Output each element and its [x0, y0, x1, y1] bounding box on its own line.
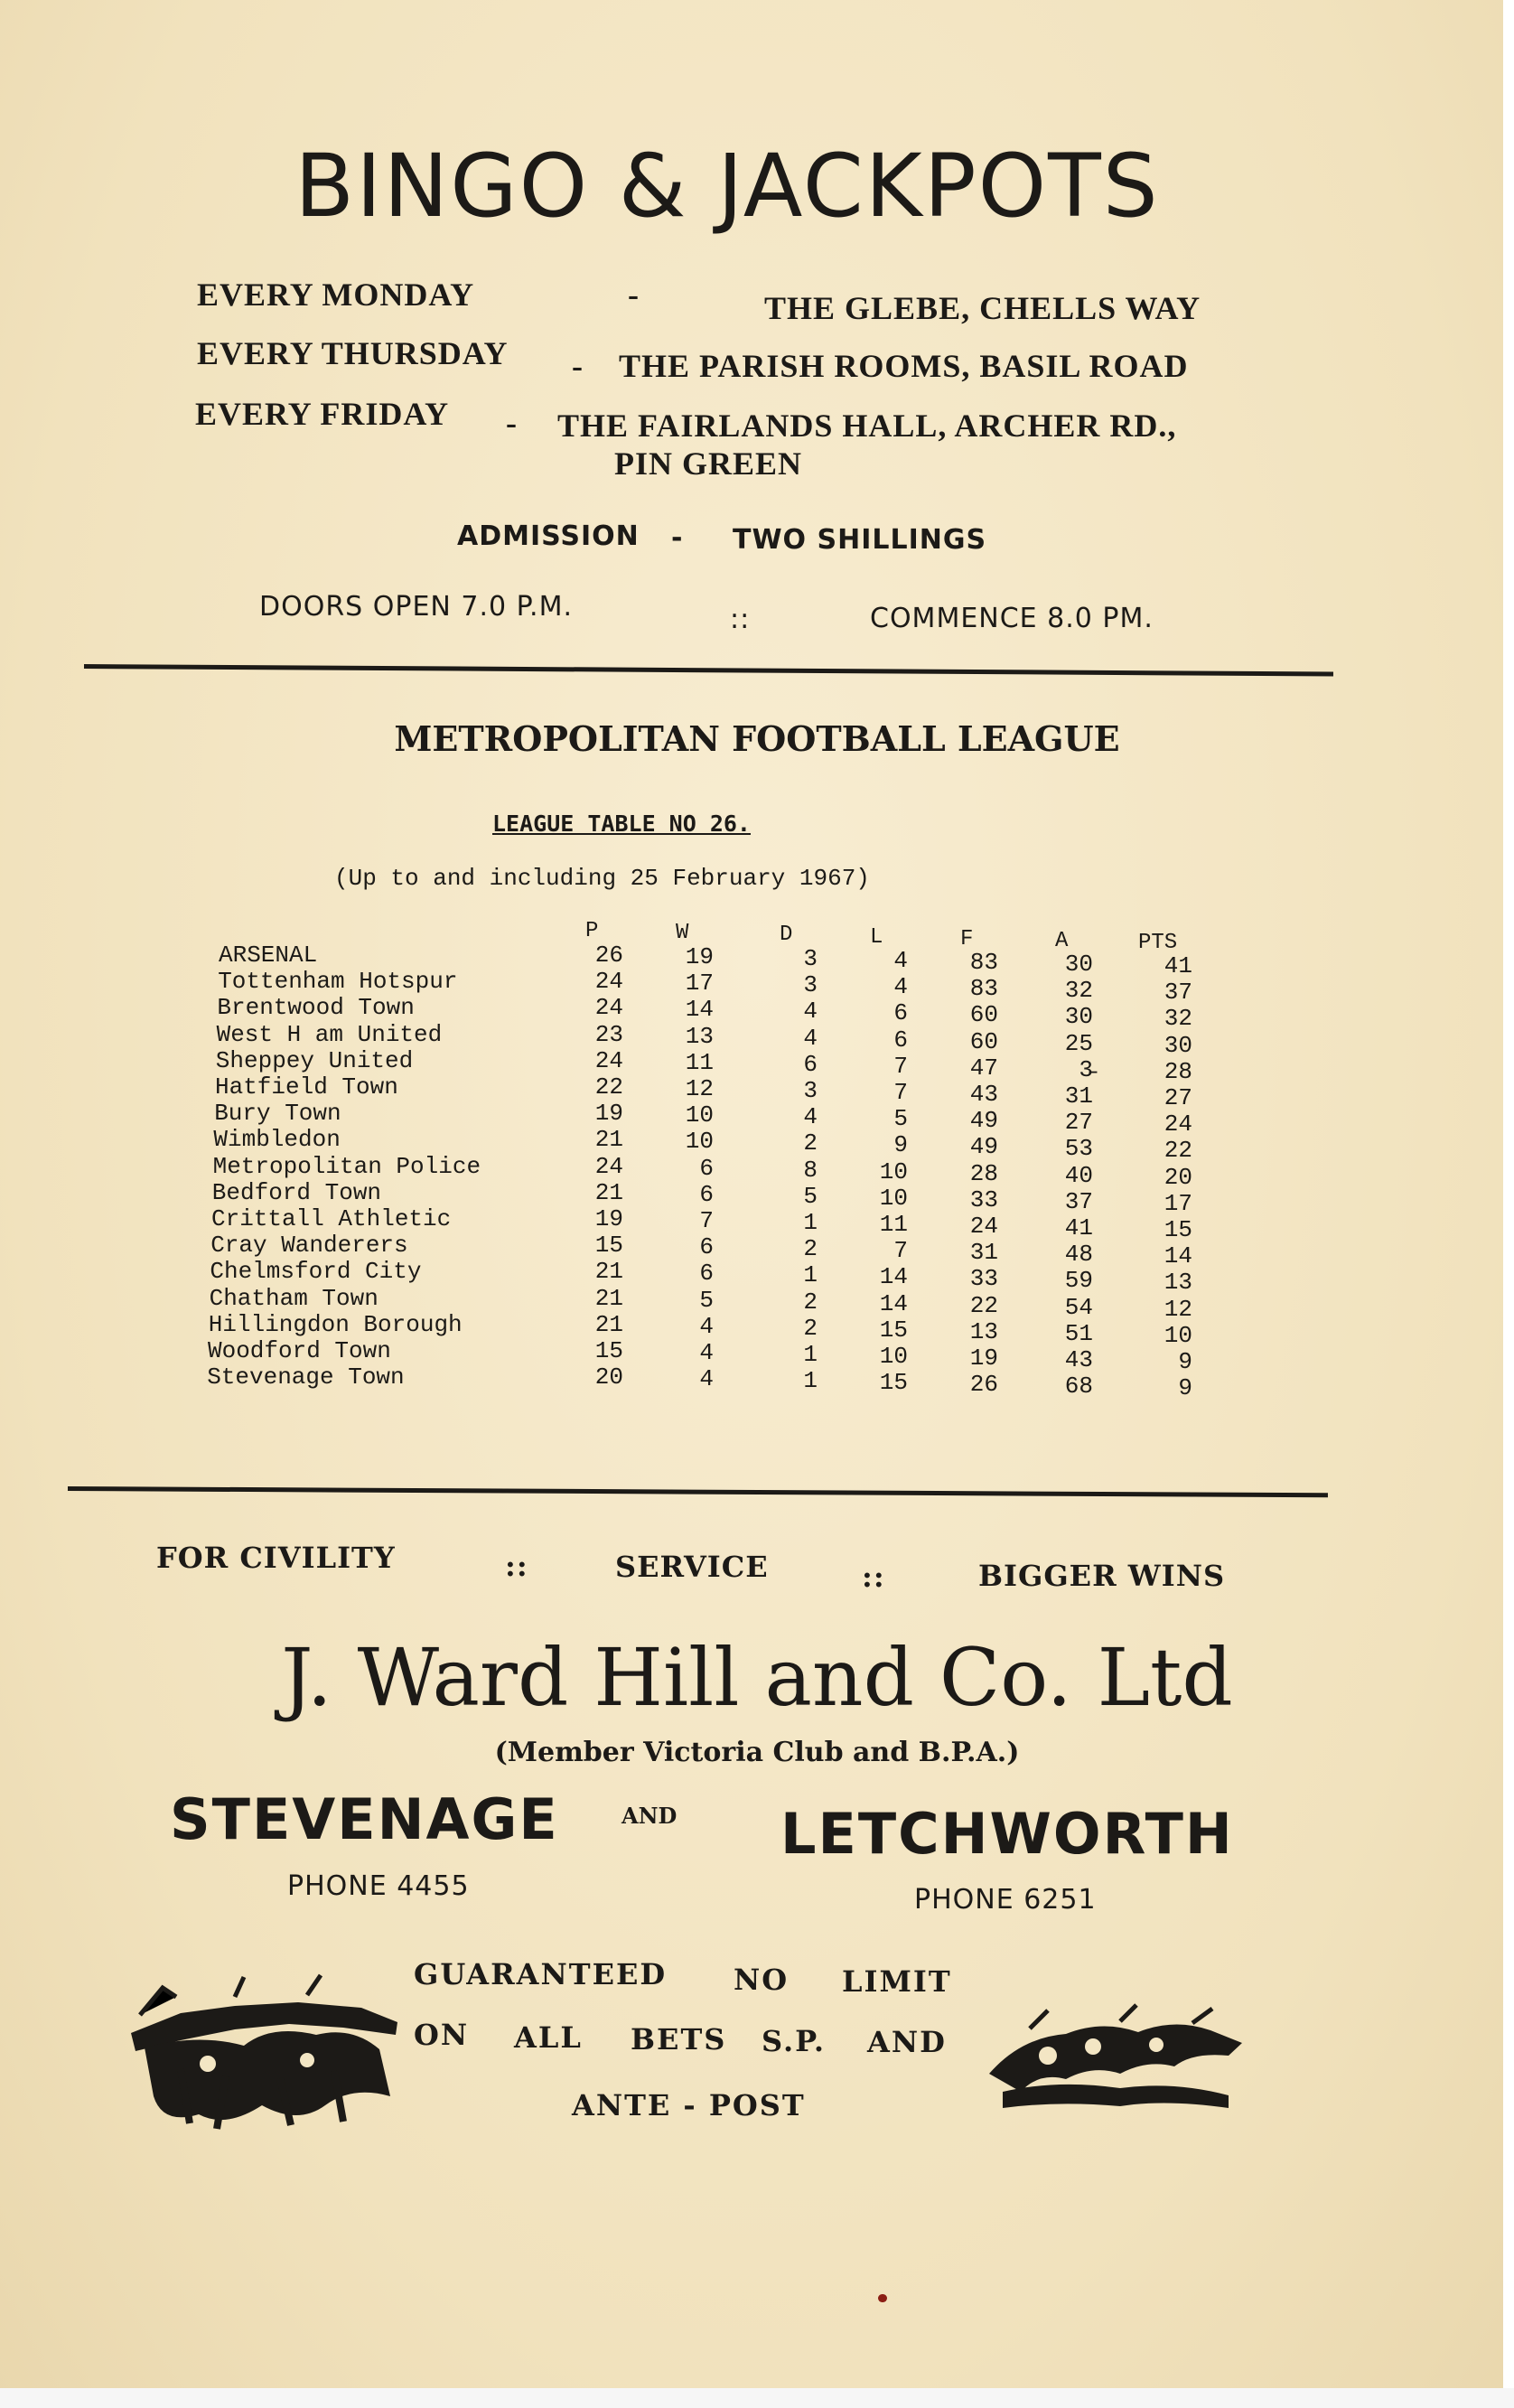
table-cell-l: 15 [879, 1369, 908, 1397]
table-cell-w: 6 [699, 1233, 714, 1261]
table-cell-p: 15 [594, 1337, 623, 1364]
table-cell-d: 1 [803, 1261, 818, 1289]
table-cell-p: 21 [594, 1284, 623, 1312]
scan-edge-right [1503, 0, 1514, 2408]
table-cell-d: 8 [803, 1156, 818, 1184]
table-cell-d: 3 [803, 945, 818, 972]
table-cell-w: 4 [699, 1365, 714, 1393]
table-row-team: Woodford Town [208, 1337, 391, 1364]
table-cell-a: 43 [1064, 1346, 1093, 1373]
table-row-team: Sheppey United [215, 1046, 414, 1074]
table-row-team: Wimbledon [213, 1126, 341, 1154]
slogan-bigger-wins: BIGGER WINS [978, 1559, 1226, 1593]
table-cell-f: 83 [969, 975, 998, 1003]
table-cell-d: 1 [803, 1341, 818, 1368]
table-cell-w: 5 [699, 1286, 714, 1314]
table-cell-a: 37 [1064, 1187, 1093, 1215]
table-cell-pts: 28 [1164, 1057, 1192, 1085]
table-cell-p: 24 [594, 1152, 623, 1180]
table-cell-l: 14 [879, 1263, 908, 1291]
slogan-civility: FOR CIVILITY [156, 1541, 396, 1575]
table-row-team: Stevenage Town [207, 1363, 405, 1391]
table-row-team: Hillingdon Borough [208, 1310, 463, 1338]
table-row-team: West H am United [216, 1020, 443, 1048]
table-cell-w: 10 [685, 1101, 714, 1129]
table-cell-pts: 27 [1164, 1084, 1192, 1111]
table-cell-pts: 15 [1164, 1216, 1192, 1243]
slogan-sep-2: :: [862, 1560, 885, 1594]
table-cell-f: 19 [969, 1345, 998, 1372]
table-cell-w: 6 [699, 1180, 714, 1208]
table-cell-w: 17 [685, 970, 714, 998]
table-cell-pts: 17 [1164, 1189, 1192, 1217]
column-header-f: F [960, 926, 974, 951]
table-cell-p: 19 [594, 1100, 623, 1128]
table-cell-f: 24 [969, 1213, 998, 1240]
table-row-team: Brentwood Town [217, 994, 415, 1022]
schedule-sep-thursday: - [572, 348, 584, 384]
table-row-team: Tottenham Hotspur [218, 968, 458, 996]
bets-no: NO [734, 1963, 790, 1997]
table-cell-pts: 30 [1164, 1031, 1192, 1059]
table-cell-d: 2 [803, 1235, 818, 1263]
company-name: J. Ward Hill and Co. Ltd [281, 1631, 1233, 1724]
table-cell-f: 33 [969, 1185, 998, 1213]
table-cell-w: 7 [699, 1207, 714, 1234]
table-cell-a: 59 [1064, 1267, 1093, 1295]
table-cell-pts: 12 [1164, 1295, 1192, 1323]
table-cell-l: 10 [879, 1343, 908, 1370]
table-cell-d: 6 [803, 1050, 818, 1078]
ink-spot [878, 2294, 887, 2302]
table-cell-p: 20 [594, 1363, 623, 1391]
bets-sp: S.P. [762, 2024, 827, 2058]
table-cell-d: 1 [803, 1209, 818, 1236]
bets-all: ALL [514, 2020, 583, 2055]
table-row-team: Crittall Athletic [211, 1205, 452, 1232]
table-cell-pts: 10 [1164, 1321, 1192, 1349]
table-cell-f: 60 [969, 1027, 998, 1055]
table-cell-d: 4 [803, 1024, 818, 1052]
table-cell-w: 11 [685, 1048, 714, 1076]
table-cell-p: 24 [594, 1046, 623, 1074]
schedule-venue-friday-line2: PIN GREEN [614, 445, 803, 482]
town-stevenage: STEVENAGE [170, 1786, 559, 1852]
table-cell-w: 6 [699, 1154, 714, 1182]
bets-on: ON [414, 2018, 470, 2052]
company-membership: (Member Victoria Club and B.P.A.) [494, 1737, 1020, 1768]
column-header-l: L [870, 924, 883, 950]
table-cell-f: 13 [969, 1317, 998, 1345]
table-cell-a: 54 [1064, 1293, 1093, 1321]
table-cell-pts: 9 [1178, 1374, 1192, 1402]
table-cell-w: 12 [685, 1075, 714, 1102]
slogan-service: SERVICE [615, 1550, 769, 1584]
table-cell-w: 19 [685, 943, 714, 970]
table-cell-a: 31 [1064, 1082, 1093, 1110]
table-cell-f: 31 [969, 1239, 998, 1267]
table-cell-d: 5 [803, 1182, 818, 1210]
table-cell-f: 49 [969, 1107, 998, 1135]
table-cell-pts: 22 [1164, 1137, 1192, 1165]
table-cell-pts: 13 [1164, 1269, 1192, 1297]
table-cell-p: 21 [594, 1258, 623, 1286]
town-and: AND [621, 1803, 678, 1829]
table-cell-d: 2 [803, 1288, 818, 1316]
town-letchworth: LETCHWORTH [780, 1801, 1234, 1867]
bets-ante-post: ANTE - POST [572, 2088, 806, 2122]
table-cell-l: 15 [879, 1316, 908, 1344]
table-cell-p: 19 [594, 1205, 623, 1232]
table-cell-pts: 20 [1164, 1163, 1192, 1191]
table-cell-pts: 37 [1164, 979, 1192, 1007]
league-date-range: (Up to and including 25 February 1967) [334, 865, 870, 892]
table-cell-p: 21 [594, 1178, 623, 1206]
schedule-day-friday: EVERY FRIDAY [195, 396, 450, 432]
table-cell-l: 4 [893, 947, 908, 974]
table-cell-d: 4 [803, 998, 818, 1026]
table-cell-pts: 41 [1164, 952, 1192, 979]
table-cell-f: 28 [969, 1159, 998, 1187]
bets-limit: LIMIT [842, 1964, 952, 1999]
table-cell-l: 6 [893, 999, 908, 1027]
table-cell-w: 14 [685, 996, 714, 1024]
table-cell-a: 27 [1064, 1109, 1093, 1137]
table-cell-f: 22 [969, 1291, 998, 1319]
column-header-a: A [1055, 929, 1069, 953]
admission-value: TWO SHILLINGS [733, 524, 987, 556]
admission-sep: - [671, 522, 684, 554]
table-cell-a: 48 [1064, 1241, 1093, 1269]
column-header-pts: PTS [1138, 931, 1178, 956]
commence-time: COMMENCE 8.0 PM. [870, 603, 1154, 634]
horse-racing-illustration-right [985, 2001, 1247, 2119]
table-cell-w: 4 [699, 1312, 714, 1340]
table-cell-l: 11 [879, 1211, 908, 1238]
table-cell-l: 14 [879, 1289, 908, 1317]
table-cell-l: 10 [879, 1157, 908, 1185]
table-cell-d: 2 [803, 1314, 818, 1342]
table-row-team: Cray Wanderers [210, 1232, 408, 1260]
table-cell-p: 21 [594, 1126, 623, 1154]
table-cell-w: 10 [685, 1128, 714, 1156]
table-cell-l: 7 [893, 1052, 908, 1080]
table-cell-p: 23 [594, 1020, 623, 1048]
league-table-number: LEAGUE TABLE NO 26. [492, 810, 751, 837]
table-cell-w: 4 [699, 1339, 714, 1366]
table-cell-f: 43 [969, 1081, 998, 1108]
table-cell-a: 51 [1064, 1319, 1093, 1347]
table-row-team: Chelmsford City [210, 1258, 422, 1286]
table-cell-l: 5 [893, 1105, 908, 1133]
table-cell-l: 7 [893, 1079, 908, 1106]
phone-letchworth: PHONE 6251 [914, 1884, 1097, 1916]
table-cell-pts: 32 [1164, 1005, 1192, 1033]
table-cell-l: 9 [893, 1131, 908, 1159]
table-cell-f: 49 [969, 1133, 998, 1161]
admission-label: ADMISSION [457, 520, 640, 552]
table-cell-d: 2 [803, 1129, 818, 1157]
horse-racing-illustration-left [126, 1970, 407, 2132]
table-cell-p: 24 [594, 968, 623, 996]
table-cell-w: 6 [699, 1260, 714, 1288]
table-cell-d: 4 [803, 1103, 818, 1131]
schedule-sep-friday: - [506, 405, 518, 441]
table-cell-p: 26 [594, 942, 623, 969]
slogan-sep-1: :: [505, 1549, 528, 1583]
table-cell-a: 30 [1064, 951, 1093, 978]
table-cell-f: 33 [969, 1265, 998, 1293]
table-cell-a: 53 [1064, 1135, 1093, 1163]
table-cell-f: 60 [969, 1001, 998, 1029]
bingo-title: BINGO & JACKPOTS [294, 136, 1160, 237]
table-row-team: Hatfield Town [215, 1073, 398, 1101]
schedule-sep-monday: - [628, 276, 640, 313]
table-row-team: ARSENAL [219, 942, 318, 969]
table-cell-l: 6 [893, 1026, 908, 1054]
table-cell-l: 4 [893, 973, 908, 1001]
phone-stevenage: PHONE 4455 [287, 1870, 470, 1902]
schedule-venue-monday: THE GLEBE, CHELLS WAY [764, 290, 1201, 326]
table-cell-f: 83 [969, 949, 998, 976]
table-cell-a: 40 [1064, 1161, 1093, 1189]
table-cell-a: 41 [1064, 1214, 1093, 1241]
table-row-team: Metropolitan Police [212, 1152, 481, 1180]
table-cell-p: 15 [594, 1232, 623, 1260]
table-cell-a: 30 [1064, 1003, 1093, 1031]
schedule-day-monday: EVERY MONDAY [197, 276, 475, 313]
table-cell-a: 3̵ [1079, 1055, 1093, 1083]
table-cell-pts: 9 [1178, 1348, 1192, 1375]
doors-open: DOORS OPEN 7.0 P.M. [259, 591, 574, 623]
table-cell-l: 10 [879, 1184, 908, 1212]
table-cell-a: 25 [1064, 1029, 1093, 1057]
table-cell-f: 47 [969, 1054, 998, 1082]
doors-sep: :: [730, 604, 751, 635]
schedule-venue-friday: THE FAIRLANDS HALL, ARCHER RD., [557, 408, 1177, 444]
column-header-w: W [676, 921, 689, 946]
bets-guaranteed: GUARANTEED [414, 1957, 668, 1991]
column-header-p: P [585, 919, 599, 943]
schedule-day-thursday: EVERY THURSDAY [197, 335, 509, 371]
table-row-team: Chatham Town [209, 1284, 378, 1312]
table-cell-w: 13 [685, 1022, 714, 1050]
table-cell-d: 1 [803, 1367, 818, 1395]
table-row-team: Bury Town [214, 1100, 341, 1128]
table-cell-pts: 14 [1164, 1242, 1192, 1270]
bets-and: AND [867, 2025, 947, 2059]
table-cell-f: 26 [969, 1371, 998, 1399]
table-cell-d: 3 [803, 1077, 818, 1104]
table-cell-a: 68 [1064, 1373, 1093, 1401]
table-cell-p: 21 [594, 1310, 623, 1338]
table-cell-l: 7 [893, 1237, 908, 1265]
scan-edge-bottom [0, 2388, 1514, 2408]
table-cell-d: 3 [803, 971, 818, 999]
column-header-d: D [780, 923, 793, 948]
bets-bets: BETS [631, 2022, 727, 2057]
table-row-team: Bedford Town [211, 1178, 382, 1206]
table-cell-p: 24 [594, 994, 623, 1022]
table-cell-pts: 24 [1164, 1110, 1192, 1138]
table-cell-p: 22 [594, 1073, 623, 1101]
schedule-venue-thursday: THE PARISH ROOMS, BASIL ROAD [619, 348, 1189, 384]
league-title: METROPOLITAN FOOTBALL LEAGUE [394, 718, 1120, 759]
table-cell-a: 32 [1064, 977, 1093, 1005]
